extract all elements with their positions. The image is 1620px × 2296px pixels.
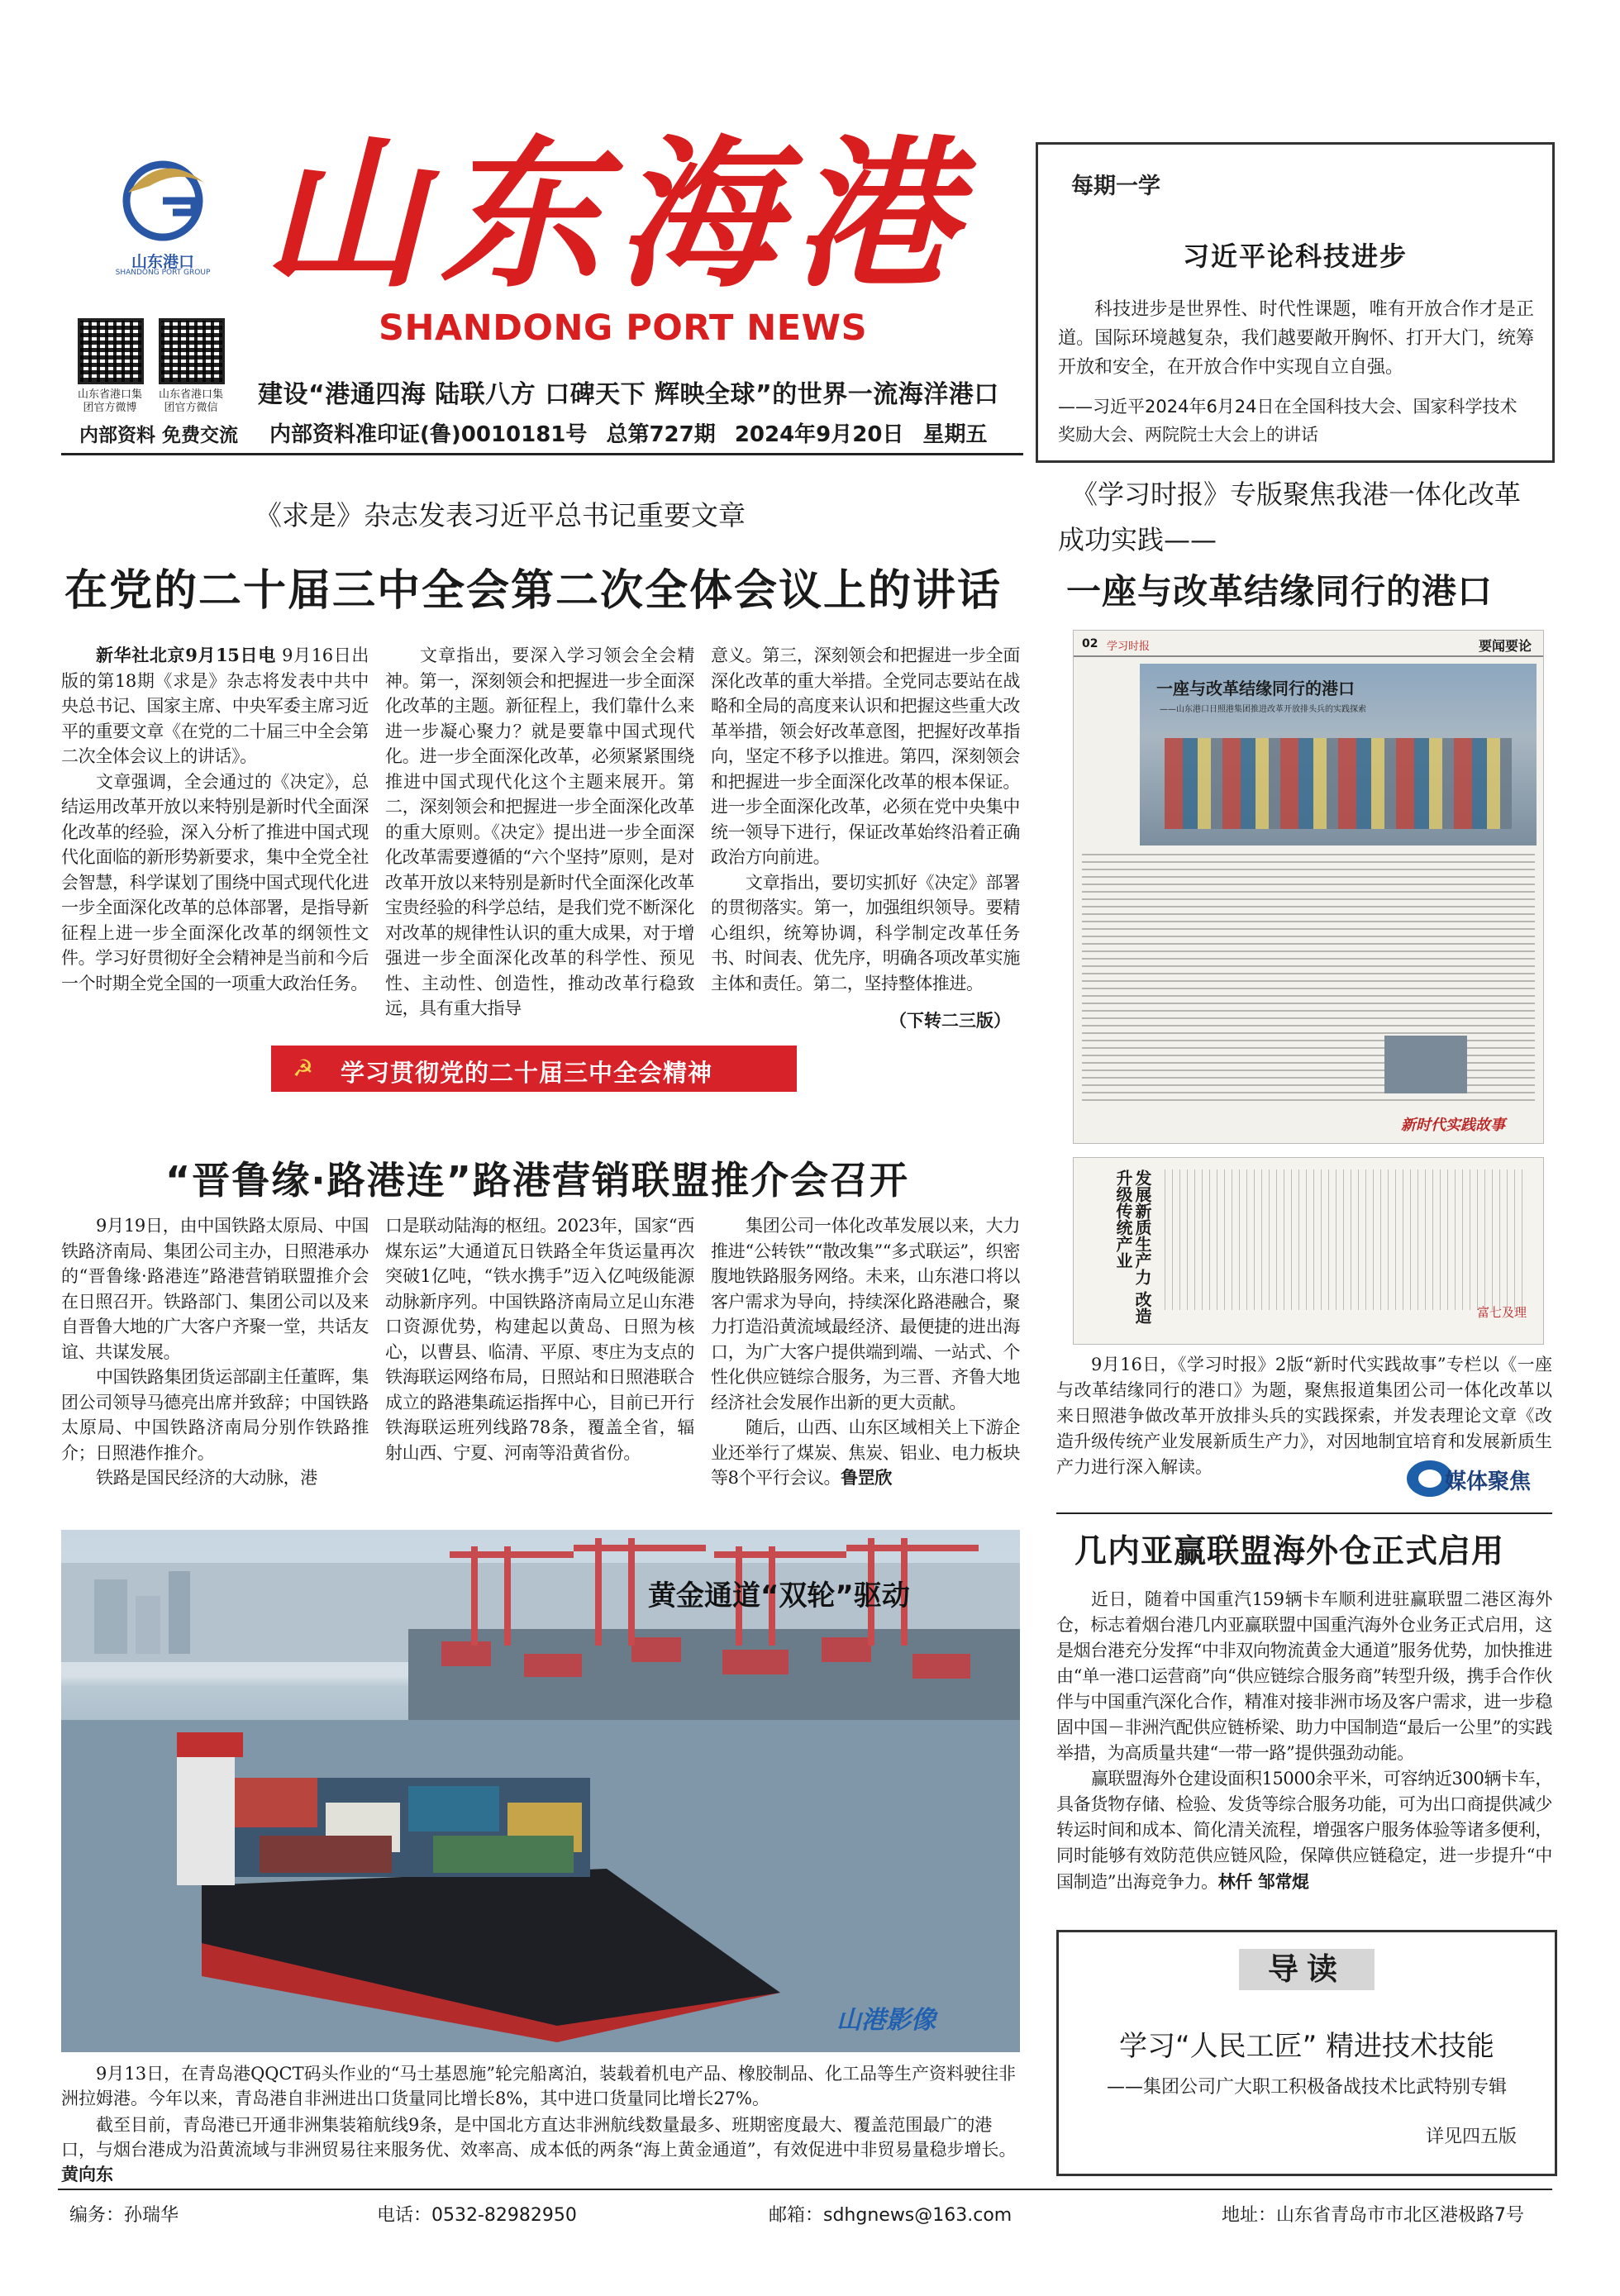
rail-paragraph: 9月19日，由中国铁路太原局、中国铁路济南局、集团公司主办，日照港承办的“晋鲁缘·路港连”路港营销联盟推介会在日照召开。铁路部门、集团公司以及来自晋鲁大地的广大客户齐聚一堂，共话友谊、共谋发展。 (61, 1216, 369, 1362)
xuexi-clipping-theory (1073, 1157, 1544, 1345)
rail-column-2 (385, 1213, 694, 1465)
clip-headline: 一座与改革结缘同行的港口 (1156, 679, 1355, 698)
clip-page-number: 02 (1082, 637, 1098, 650)
internal-note: 内部资料 免费交流 (79, 425, 239, 446)
logo-text: 山东港口 (131, 253, 194, 271)
guinea-byline: 林仟 邹常焜 (1217, 1871, 1309, 1892)
qiushi-paragraph: 文章强调，全会通过的《决定》，总结运用改革开放以来特别是新时代全面深化改革的经验，深入分析了推进中国式现代化面临的新形势新要求，集中全党全社会智慧，科学谋划了围绕中国式现代化进一步全面深化改革的总体部署，是指导新征程上进一步全面深化改革的纲领性文件。学习好贯彻好全会精神是当前和今后一个时期全党全国的一项重大政治任务。 (61, 771, 369, 993)
issue-number: 总第727期 (606, 422, 716, 447)
dateline: 新华社北京9月15日电 (96, 645, 276, 665)
rail-paragraph: 集团公司一体化改革发展以来，大力推进“公转铁”“散改集”“多式联运”，织密腹地铁路服务网络。未来，山东港口将以客户需求为导向，持续深化路港融合，聚力打造沿黄流域最经济、最便捷的进出海口，为广大客户提供端到端、一站式、个性化供应链综合服务，为三晋、齐鲁大地经济社会发展作出新的更大贡献。 (711, 1216, 1020, 1412)
guinea-title: 几内亚赢联盟海外仓正式启用 (1074, 1533, 1505, 1570)
footer-rule (58, 2189, 1552, 2190)
registration-number: 内部资料准印证(鲁)0010181号 (269, 422, 588, 447)
reading-guide-see-page: 详见四五版 (1425, 2127, 1517, 2147)
footer-email[interactable]: 邮箱：sdhgnews@163.com (769, 2205, 1012, 2226)
qiushi-column-1 (61, 643, 369, 996)
qiushi-paragraph: 意义。第三，深刻领会和把握进一步全面深化改革的重大举措。全党同志要站在战略和全局的高度来认识和把握这些重大改革举措，领会好改革意图，把握好改革指向，坚定不移予以推进。第四，深刻领会和把握进一步全面深化改革的根本保证。进一步全面深化改革，必须在党中央集中统一领导下进行，保证改革始终沿着正确政治方向前进。 (711, 645, 1020, 867)
clip2-title: 发展新质生产力 改造升级传统产业 (1113, 1169, 1152, 1324)
right-column-rule (1056, 1512, 1552, 1514)
weekly-study-title: 习近平论科技进步 (1182, 241, 1408, 272)
qiushi-column-2 (385, 643, 694, 1022)
continued-note: （下转二三版） (889, 1011, 1011, 1031)
reading-guide-box (1056, 1930, 1557, 2176)
container-ship-photo (61, 1530, 1020, 2052)
hammer-sickle-icon: ☭ (293, 1055, 314, 1082)
photo-watermark: 山港影像 (836, 2006, 936, 2035)
weibo-qr-code[interactable] (78, 318, 144, 384)
clip2-footer: 富七及理 (1476, 1305, 1527, 1320)
weekly-study-box (1036, 142, 1555, 463)
rail-article-title: “晋鲁缘·路港连”路港营销联盟推介会召开 (165, 1158, 909, 1203)
rail-paragraph: 中国铁路集团货运部副主任董晖，集团公司领导马德亮出席并致辞；中国铁路太原局、中国铁路济南局分别作铁路推介；日照港作推介。 (61, 1367, 369, 1463)
guinea-body (1056, 1587, 1552, 1895)
clip-inline-photo (1384, 1036, 1467, 1093)
footer-editor: 编务：孙瑞华 (69, 2205, 179, 2226)
media-focus-label: 媒体聚焦 (1445, 1470, 1532, 1494)
weekly-study-body: 科技进步是世界性、时代性课题，唯有开放合作才是正道。国际环境越复杂，我们越要敞开胸怀、打开大门，统筹开放和安全，在开放合作中实现自立自强。 (1058, 299, 1534, 378)
banner-text: 学习贯彻党的二十届三中全会精神 (341, 1059, 713, 1087)
qiushi-subtitle: 《求是》杂志发表习近平总书记重要文章 (255, 499, 746, 531)
photo-caption-1: 9月13日，在青岛港QQCT码头作业的“马士基恩施”轮完船离泊，装载着机电产品、橡胶制品、化工品等生产资料驶往非洲拉姆港。今年以来，青岛港自非洲进出口货量同比增长8%，其中进口货量同比增长27%。 (61, 2064, 1017, 2108)
section-banner (271, 1046, 797, 1092)
port-emblem-icon (112, 153, 215, 248)
xuexi-intro-line1: 《学习时报》专版聚焦我港一体化改革 (1071, 479, 1522, 510)
xuexi-clipping-page (1073, 630, 1544, 1144)
weekly-study-header: 每期一学 (1071, 174, 1160, 199)
media-focus-badge (1405, 1455, 1546, 1503)
shandong-port-logo (112, 153, 215, 248)
footer-phone: 电话：0532-82982950 (377, 2205, 577, 2226)
qiushi-column-3 (711, 643, 1020, 996)
masthead-english: SHANDONG PORT NEWS (379, 307, 868, 349)
qr-caption-weibo: 山东省港口集团官方微博 (77, 388, 142, 414)
logo-subtext: SHANDONG PORT GROUP (115, 269, 211, 277)
guinea-paragraph: 近日，随着中国重汽159辆卡车顺利进驻赢联盟二港区海外仓，标志着烟台港几内亚赢联盟中国重汽海外仓业务正式启用，这是烟台港充分发挥“中非双向物流黄金大通道”服务优势，加快推进由“单一港口运营商”向“供应链综合服务商”转型升级，携手合作伙伴与中国重汽深化合作，精准对接非洲市场及客户需求，进一步稳固中国－非洲汽配供应链桥梁、助力中国制造“最后一公里”的实践举措，为高质量共建“一带一路”提供强劲动能。 (1056, 1589, 1552, 1763)
photo-overlay-title: 黄金通道“双轮”驱动 (648, 1579, 910, 1612)
slogan: 建设“港通四海 陆联八方 口碑天下 辉映全球”的世界一流海洋港口 (258, 380, 999, 409)
wechat-qr-code[interactable] (159, 318, 225, 384)
clip-paper-name: 学习时报 (1107, 641, 1151, 653)
rail-column-1 (61, 1213, 369, 1491)
rail-paragraph: 铁路是国民经济的大动脉，港 (96, 1468, 317, 1488)
photo-caption-2: 截至目前，青岛港已开通非洲集装箱航线9条，是中国北方直达非洲航线数量最多、班期密度最大、覆盖范围最广的港口，与烟台港成为沿黄流域与非洲贸易往来服务优、效率高、成本低的两条“海上黄金通道”，有效促进中非贸易量稳步增长。 黄向东 (61, 2115, 1017, 2184)
xuexi-title: 一座与改革结缘同行的港口 (1066, 571, 1494, 612)
photo-byline: 黄向东 (61, 2164, 113, 2184)
xuexi-intro-line2: 成功实践—— (1058, 524, 1217, 555)
reading-guide-title: 学习“人民工匠” 精进技术技能 (1118, 2030, 1495, 2063)
footer-address: 地址：山东省青岛市市北区港极路7号 (1222, 2205, 1524, 2226)
clip2-body-text (1165, 1169, 1528, 1310)
reading-guide-subtitle: ——集团公司广大职工积极备战技术比武特别专辑 (1106, 2077, 1507, 2098)
registration-line (269, 417, 988, 448)
clip-rule (1074, 655, 1543, 657)
qiushi-paragraph: 新华社北京9月15日电 9月16日出版的第18期《求是》杂志将发表中共中央总书记、国家主席、中央军委主席习近平的重要文章《在党的二十届三中全会第二次全体会议上的讲话》。 (61, 645, 369, 766)
rail-paragraph: 口是联动陆海的枢纽。2023年，国家“西煤东运”大通道瓦日铁路全年货运量再次突破1亿吨，“铁水携手”迈入亿吨级能源动脉新序列。中国铁路济南局立足山东港口资源优势，构建起以黄岛、日照为核心，以曹县、临清、平原、枣庄为支点的铁海联运网络布局，日照站和日照港联合成立的路港集疏运指挥中心，目前已开行铁海联运班列线路78条，覆盖全省，辐射山西、宁夏、河南等沿黄省份。 (385, 1216, 694, 1463)
footer (58, 2201, 1552, 2234)
issue-date: 2024年9月20日 (734, 422, 904, 447)
qiushi-paragraph: 文章指出，要深入学习领会全会精神。第一，深刻领会和把握进一步全面深化改革的主题。新征程上，我们靠什么来进一步凝心聚力？就是要靠中国式现代化。进一步全面深化改革，必须紧紧围绕推进中国式现代化这个主题来展开。第二，深刻领会和把握进一步全面深化改革的重大原则。《决定》提出进一步全面深化改革需要遵循的“六个坚持”原则，是对改革开放以来特别是新时代全面深化改革宝贵经验的科学总结，是我们党不断深化对改革的规律性认识的重大成果，对于增强进一步全面深化改革的科学性、预见性、主动性、创造性，推动改革行稳致远，具有重大指导 (385, 645, 694, 1018)
masthead-rule (61, 453, 1023, 455)
clip-section-header: 要闻要论 (1478, 638, 1532, 654)
weekday: 星期五 (922, 422, 988, 447)
byline: 鲁罡欣 (841, 1467, 892, 1488)
qiushi-title: 在党的二十届三中全会第二次全体会议上的讲话 (64, 566, 1003, 616)
qiushi-paragraph: 文章指出，要切实抓好《决定》部署的贯彻落实。第一，加强组织领导。要精心组织，统筹协调，科学制定改革任务书、时间表、优先序，明确各项改革实施主体和责任。第二，坚持整体推进。 (711, 872, 1020, 993)
xuexi-body: 9月16日，《学习时报》2版“新时代实践故事”专栏以《一座与改革结缘同行的港口》为题，聚焦报道集团公司一体化改革以来日照港争做改革开放排头兵的实践探索，并发表理论文章《改造升级传统产业发展新质生产力》，对因地制宜培育和发展新质生产力进行深入解读。 (1056, 1355, 1552, 1477)
qr-caption-wechat: 山东省港口集团官方微信 (158, 388, 223, 414)
reading-guide-label: 导读 (1239, 1949, 1375, 1990)
masthead-title: 山东海港 (263, 120, 971, 310)
clip-footer: 新时代实践故事 (1401, 1117, 1505, 1134)
clip-subheadline: ——山东港口日照港集团推进改革开放排头兵的实践探索 (1160, 705, 1366, 714)
weekly-study-source: ——习近平2024年6月24日在全国科技大会、国家科学技术奖励大会、两院院士大会上的讲话 (1058, 397, 1518, 445)
clip-container-yard (1165, 738, 1512, 829)
clip-port-photo (1140, 664, 1537, 846)
guinea-paragraph: 赢联盟海外仓建设面积15000余平米，可容纳近300辆卡车，具备货物存储、检验、发货等综合服务功能，可为出口商提供减少转运时间和成本、简化清关流程，增强客户服务体验等诸多便利，同时能够有效防范供应链风险，保障供应链稳定，进一步提升“中国制造”出海竞争力。林仟 邹常焜 (1056, 1769, 1552, 1892)
rail-column-3 (711, 1213, 1020, 1491)
rail-paragraph: 随后，山西、山东区域相关上下游企业还举行了煤炭、焦炭、铝业、电力板块等8个平行会议。鲁罡欣 (711, 1417, 1020, 1488)
